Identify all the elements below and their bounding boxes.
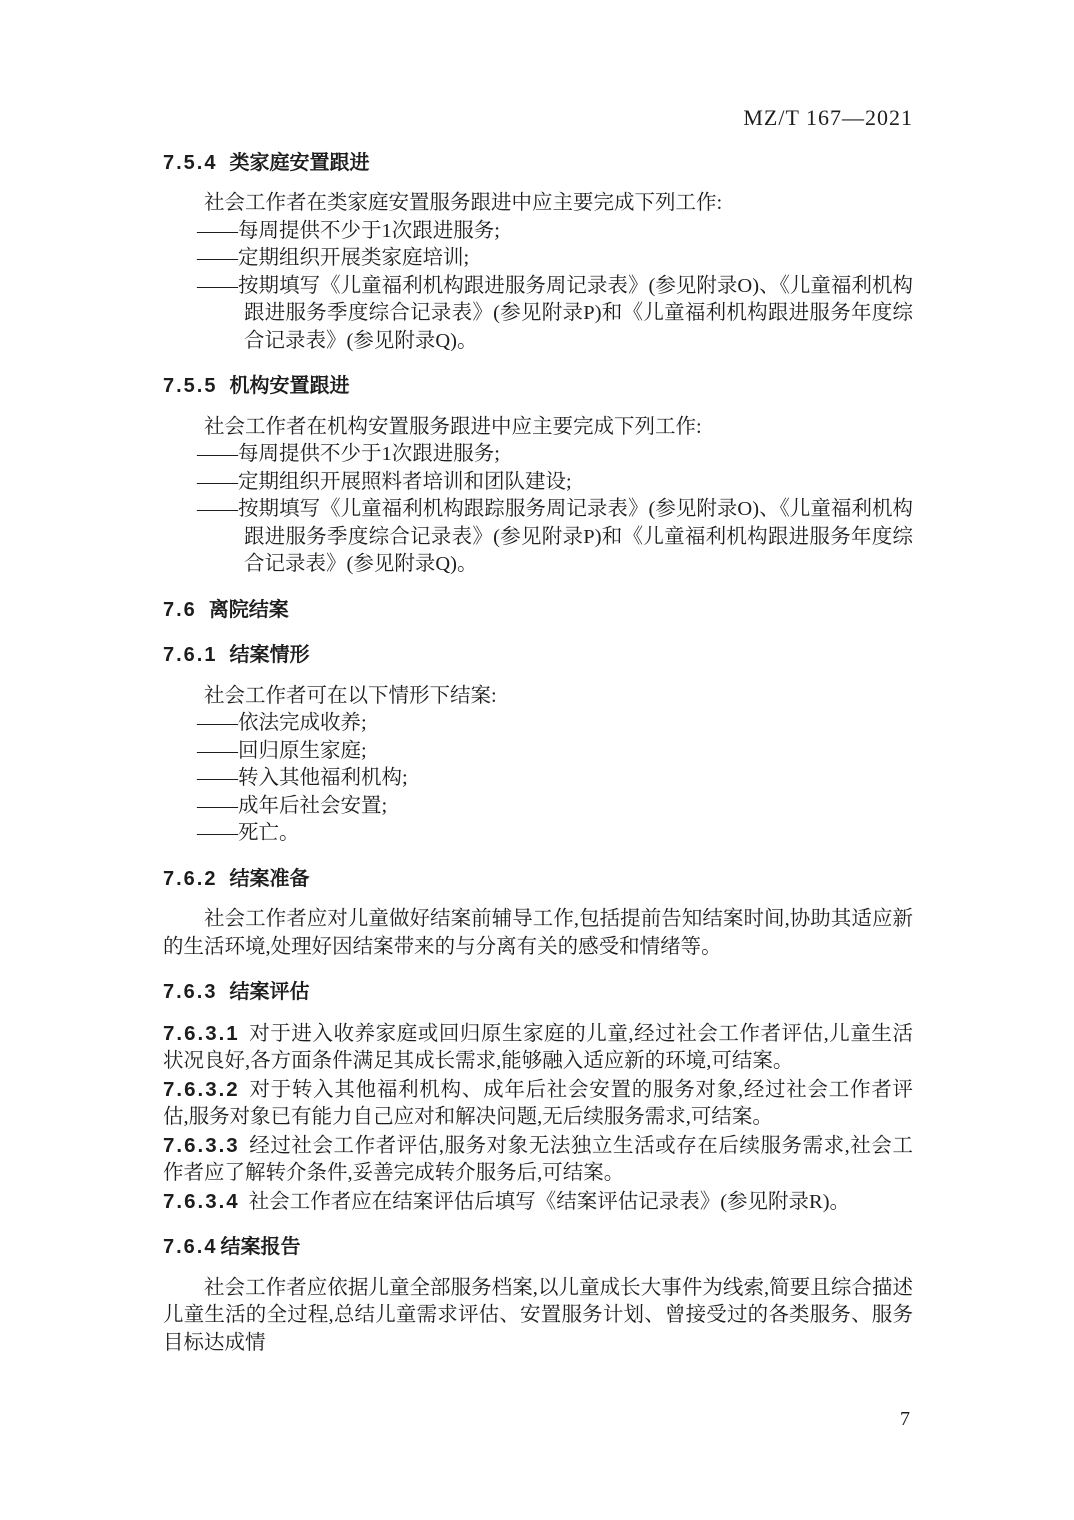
section-title: 机构安置跟进	[229, 375, 350, 397]
heading-7-6	[163, 597, 913, 625]
clause-text: 对于转入其他福利机构、成年后社会安置的服务对象,经过社会工作者评估,服务对象已有能力自己应对和解决问题,无后续服务需求,可结案。	[163, 1078, 913, 1128]
dash-list-item: ——按期填写《儿童福利机构跟进服务周记录表》(参见附录O)、《儿童福利机构跟进服务季度综合记录表》(参见附录P)和《儿童福利机构跟进服务年度综合记录表》(参见附录Q)。	[197, 274, 913, 352]
clause-7-6-3-3	[163, 1132, 913, 1188]
section-number: 7.6	[163, 598, 197, 621]
clause-text: 经过社会工作者评估,服务对象无法独立生活或存在后续服务需求,社会工作者应了解转介条件,妥善完成转介服务后,可结案。	[163, 1134, 913, 1184]
section-number: 7.6.3	[163, 981, 218, 1003]
section-title: 离院结案	[208, 598, 289, 621]
heading-7-6-2	[163, 866, 913, 894]
paragraph-7-6-2-body: 社会工作者应对儿童做好结案前辅导工作,包括提前告知结案时间,协助其适应新的生活环境,处理好因结案带来的与分离有关的感受和情绪等。	[163, 908, 913, 958]
section-title: 结案准备	[229, 867, 310, 890]
clause-number: 7.6.3.2	[163, 1077, 240, 1101]
dash-list-item: ——死亡。	[197, 822, 300, 844]
page-content	[163, 0, 913, 1434]
paragraph-7-6-4-body: 社会工作者应依据儿童全部服务档案,以儿童成长大事件为线索,简要且综合描述儿童生活的全过程,总结儿童需求评估、安置服务计划、曾接受过的各类服务、服务目标达成情	[163, 1276, 913, 1354]
section-number: 7.6.1	[163, 644, 218, 666]
dash-list-item: ——依法完成收养;	[197, 712, 367, 734]
heading-7-6-3	[163, 979, 913, 1007]
clause-7-6-3-4	[163, 1188, 913, 1217]
clause-number: 7.6.3.1	[163, 1021, 240, 1045]
dash-list-item: ——成年后社会安置;	[197, 794, 388, 817]
section-number: 7.5.4	[163, 151, 218, 174]
section-title: 结案评估	[229, 981, 310, 1003]
heading-7-5-4	[163, 150, 913, 178]
clause-7-6-3-2	[163, 1076, 913, 1132]
paragraph-7-5-4-intro: 社会工作者在类家庭安置服务跟进中应主要完成下列工作:	[204, 192, 723, 214]
dash-list-item: ——按期填写《儿童福利机构跟踪服务周记录表》(参见附录O)、《儿童福利机构跟进服务季度综合记录表》(参见附录P)和《儿童福利机构跟进服务年度综合记录表》(参见附录Q)。	[197, 498, 913, 575]
dash-list-item: ——每周提供不少于1次跟进服务;	[197, 443, 500, 465]
clause-number: 7.6.3.4	[163, 1189, 240, 1213]
section-number: 7.6.4	[163, 1236, 218, 1258]
clause-text: 对于进入收养家庭或回归原生家庭的儿童,经过社会工作者评估,儿童生活状况良好,各方面条件满足其成长需求,能够融入适应新的环境,可结案。	[163, 1022, 913, 1072]
section-number: 7.5.5	[163, 375, 218, 397]
section-title: 结案报告	[220, 1236, 301, 1258]
section-number: 7.6.2	[163, 867, 218, 890]
section-title: 类家庭安置跟进	[229, 151, 370, 174]
dash-list-item: ——定期组织开展照料者培训和团队建设;	[197, 470, 572, 493]
clause-text: 社会工作者应在结案评估后填写《结案评估记录表》(参见附录R)。	[248, 1190, 851, 1213]
dash-list-item: ——每周提供不少于1次跟进服务;	[197, 219, 500, 242]
paragraph-7-6-1-intro: 社会工作者可在以下情形下结案:	[204, 684, 497, 707]
heading-7-5-5	[163, 373, 913, 401]
dash-list-item: ——定期组织开展类家庭培训;	[197, 247, 470, 269]
clause-7-6-3-1	[163, 1020, 913, 1076]
dash-list-item: ——回归原生家庭;	[197, 739, 367, 762]
heading-7-6-4	[163, 1234, 913, 1262]
standard-code-header: MZ/T 167—2021	[743, 105, 913, 130]
clause-number: 7.6.3.3	[163, 1133, 240, 1157]
heading-7-6-1	[163, 642, 913, 670]
page-number: 7	[900, 1408, 910, 1430]
section-title: 结案情形	[229, 644, 310, 666]
dash-list-item: ——转入其他福利机构;	[197, 767, 408, 789]
paragraph-7-5-5-intro: 社会工作者在机构安置服务跟进中应主要完成下列工作:	[204, 415, 702, 438]
